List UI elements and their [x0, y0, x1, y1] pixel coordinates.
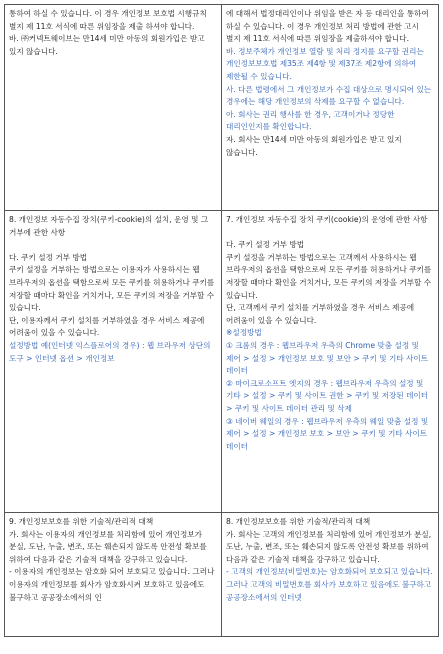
paragraph: 바. ㈜커넥트웨이브는 만14세 미만 아동의 회원가입은 받고 있지 않습니다.	[9, 34, 205, 56]
paragraph: 단, 이용자께서 쿠키 설치를 거부하였을 경우 서비스 제공에 어려움이 있을 수 있습니다.	[9, 315, 205, 338]
paragraph: 단, 고객께서 쿠키 설치를 거부하였을 경우 서비스 제공에 어려움이 있을 수 있습니다.	[226, 303, 415, 325]
table-row	[5, 211, 439, 513]
blank-line	[226, 227, 434, 240]
paragraph: 다. 쿠키 설정 거부 방법	[9, 252, 88, 262]
paragraph: 가. 회사는 고객의 개인정보를 처리함에 있어 개인정보가 분실, 도난, 누출, 변조, 또는 훼손되지 않도록 안전성 확보를 위하여 다음과 같은 기술적 대책을 강구하고 있습니다.	[226, 529, 432, 564]
paragraph: 다. 쿠키 설정 거부 방법	[226, 240, 305, 250]
paragraph: 아. 회사는 권리 행사를 한 경우, 고객이거나 정당한 대리인인지를 확인합니다.	[226, 109, 395, 132]
table-row	[5, 5, 439, 211]
cell-revised-version	[222, 513, 439, 637]
paragraph: 에 대해서 법정대리인이나 위임을 받은 자 등 대리인을 통하여 하실 수 있습니다. 이 경우 개인정보 처리 방법에 관한 고시 별지 제 11호 서식에 따른 위임장을 제출하셔야 합니다.	[226, 9, 429, 44]
paragraph: 9. 개인정보보호를 위한 기술적/관리적 대책	[9, 517, 154, 526]
paragraph: 통하여 하실 수 있습니다. 이 경우 개인정보 보호법 시행규칙 별지 제 11호 서식에 따른 위임장을 제출 하셔야 합니다.	[9, 9, 207, 31]
policy-comparison-table	[4, 4, 439, 637]
paragraph: 쿠키 설정을 거부하는 방법으로는 이용자가 사용하시는 웹 브라우저의 옵션을 택함으로써 모든 쿠키를 허용하거나 쿠키를 저장할 때마다 확인을 거치거나, 모든 쿠키의 저장을 거부할 수 있습니다.	[9, 265, 215, 313]
paragraph: 쿠키 설정을 거부하는 방법으로는 고객께서 사용하시는 웹 브라우저의 옵션을 택함으로써 모든 쿠키를 허용하거나 쿠키를 저장할 때마다 확인을 거치거나, 모든 쿠키의 저장을 거부할 수 있습니다.	[226, 252, 432, 300]
paragraph: 자. 회사는 만14세 미만 아동의 회원가입은 받고 있지 않습니다.	[226, 134, 402, 157]
paragraph: - 이용자의 개인정보는 암호화 되어 보호되고 있습니다. 그러나 이용자의 개인정보를 회사가 암호화시켜 보호하고 있음에도 불구하고 공공장소에서의 인	[9, 567, 215, 602]
blank-line	[9, 239, 217, 252]
cell-previous-version	[5, 5, 222, 211]
paragraph: ② 마이크로소프트 엣지의 경우 : 웹브라우저 우측의 설정 및 기타 > 설정 > 쿠키 및 사이트 권한 > 쿠키 및 저장된 데이터 > 쿠키 및 사이트 데이터 관리 및 삭제	[226, 378, 429, 413]
cell-previous-version	[5, 513, 222, 637]
table-row	[5, 513, 439, 637]
paragraph: 7. 개인정보 자동수집 장치 쿠키(cookie)의 운영에 관한 사항	[226, 215, 428, 224]
paragraph: 가. 회사는 이용자의 개인정보를 처리함에 있어 개인정보가 분실, 도난, 누출, 변조, 또는 훼손되지 않도록 안전성 확보를 위하여 다음과 같은 기술적 대책을 강구하고 있습니다.	[9, 529, 207, 564]
paragraph: ③ 네이버 웨일의 경우 : 웹브라우저 우측의 웨일 맞춤 설정 및 제어 > 설정 > 개인정보 보호 > 보안 > 쿠키 및 기타 사이트 데이터	[226, 416, 429, 451]
paragraph: 8. 개인정보 자동수집 장치(쿠키-cookie)의 설치, 운영 및 그 거부에 관한 사항	[9, 215, 209, 237]
cell-previous-version	[5, 211, 222, 513]
paragraph: 바. 정보주체가 개인정보 열람 및 처리 정지를 요구할 권리는 개인정보보호법 제35조 제4항 및 제37조 제2항에 의하여 제한될 수 있습니다.	[226, 46, 424, 81]
paragraph: 사. 다른 법령에서 그 개인정보가 수집 대상으로 명시되어 있는 경우에는 해당 개인정보의 삭제를 요구할 수 없습니다.	[226, 84, 432, 107]
paragraph: 설정방법 예(인터넷 익스플로어의 경우) : 웹 브라우저 상단의 도구 > 인터넷 옵션 > 개인정보	[9, 340, 211, 363]
paragraph: - 고객의 개인정보(비밀번호)는 암호화되어 보호되고 있습니다. 그러나 고객의 비밀번호를 회사가 보호하고 있음에도 불구하고 공공장소에서의 인터넷	[226, 567, 433, 602]
paragraph: 8. 개인정보보호를 위한 기술적/관리적 대책	[226, 517, 371, 526]
paragraph: ① 크롬의 경우 : 웹브라우저 우측의 Chrome 맞춤 설정 및 제어 > 설정 > 개인정보 보호 및 보안 > 쿠키 및 기타 사이트 데이터	[226, 340, 429, 376]
cell-revised-version	[222, 5, 439, 211]
cell-revised-version	[222, 211, 439, 513]
paragraph: ※설정방법	[226, 328, 262, 338]
